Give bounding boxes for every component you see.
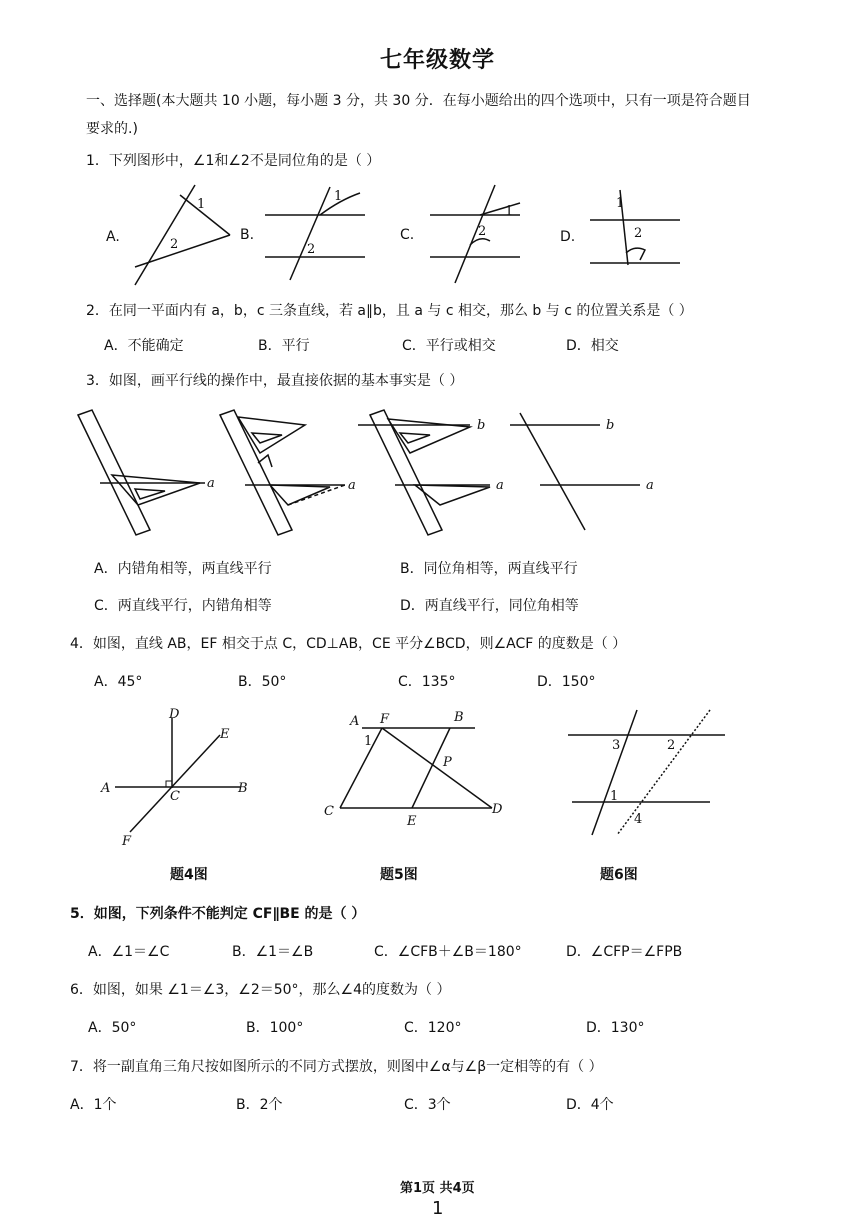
q4-option-a[interactable]: A．45° [94, 674, 143, 690]
q3-panel-4 [510, 413, 654, 530]
fig6-caption: 题6图 [600, 867, 638, 883]
q1-figure-c [430, 185, 520, 283]
svg-text:C: C [324, 804, 334, 819]
q5-stem: 5．如图，下列条件不能判定 CF∥BE 的是（ ） [70, 906, 366, 922]
q6-option-a[interactable]: A．50° [88, 1020, 137, 1036]
q1-stem: 1．下列图形中，∠1和∠2不是同位角的是（ ） [86, 153, 381, 169]
svg-text:E: E [220, 727, 230, 742]
q4-option-c[interactable]: C．135° [398, 674, 456, 690]
q4-stem: 4．如图，直线 AB，EF 相交于点 C，CD⊥AB，CE 平分∠BCD，则∠ACF 的度数是（ ） [70, 636, 627, 652]
svg-text:P: P [443, 755, 452, 770]
q7-stem: 7．将一副直角三角尺按如图所示的不同方式摆放，则图中∠α与∠β一定相等的有（ ） [70, 1059, 603, 1075]
q7-option-c[interactable]: C．3个 [404, 1097, 451, 1113]
q1-figures [0, 175, 867, 295]
page-number: 1 [432, 1198, 444, 1219]
svg-text:1: 1 [364, 734, 373, 749]
q4-option-b[interactable]: B．50° [238, 674, 287, 690]
fig6 [560, 705, 740, 845]
section-heading-cont: 要求的.) [86, 121, 138, 137]
q3-stem: 3．如图，画平行线的操作中，最直接依据的基本事实是（ ） [86, 373, 464, 389]
fig5 [320, 705, 520, 835]
q3-panel-2 [220, 410, 356, 535]
svg-text:B: B [238, 781, 248, 796]
svg-text:3: 3 [612, 738, 621, 753]
svg-text:E: E [407, 814, 417, 829]
q4-option-d[interactable]: D．150° [537, 674, 596, 690]
svg-text:2: 2 [307, 242, 316, 257]
svg-text:2: 2 [170, 237, 179, 252]
q1-option-b[interactable]: B. [240, 227, 255, 243]
page-footer: 第1页 共4页 [400, 1181, 475, 1196]
q1-figure-b [265, 187, 365, 280]
svg-text:1: 1 [334, 189, 343, 204]
svg-text:2: 2 [634, 226, 643, 241]
fig4-caption: 题4图 [170, 867, 208, 883]
q7-option-a[interactable]: A．1个 [70, 1097, 117, 1113]
fig5-caption: 题5图 [380, 867, 418, 883]
svg-text:2: 2 [478, 224, 487, 239]
svg-text:b: b [606, 418, 615, 433]
svg-text:4: 4 [634, 812, 643, 827]
svg-text:1: 1 [616, 196, 625, 211]
svg-text:1: 1 [610, 789, 619, 804]
svg-text:C: C [170, 789, 180, 804]
q1-option-c[interactable]: C. [400, 227, 415, 243]
q3-figures [0, 405, 867, 545]
q3-option-c[interactable]: C．两直线平行，内错角相等 [94, 598, 272, 614]
q5-option-d[interactable]: D．∠CFP＝∠FPB [566, 944, 683, 960]
svg-text:F: F [380, 712, 390, 727]
page-title: 七年级数学 [380, 48, 496, 73]
q2-option-a[interactable]: A．不能确定 [104, 338, 184, 354]
q2-stem: 2．在同一平面内有 a，b，c 三条直线，若 a∥b，且 a 与 c 相交，那么 b 与 c 的位置关系是（ ） [86, 303, 693, 319]
q5-option-b[interactable]: B．∠1＝∠B [232, 944, 314, 960]
q1-figure-d [590, 190, 680, 265]
q3-option-a[interactable]: A．内错角相等，两直线平行 [94, 561, 272, 577]
svg-text:1: 1 [505, 204, 514, 219]
svg-text:F: F [122, 834, 132, 849]
q2-option-d[interactable]: D．相交 [566, 338, 619, 354]
q3-panel-1 [78, 410, 215, 535]
q2-option-c[interactable]: C．平行或相交 [402, 338, 496, 354]
svg-text:D: D [169, 707, 180, 722]
q3-option-b[interactable]: B．同位角相等，两直线平行 [400, 561, 578, 577]
svg-text:a: a [207, 476, 215, 491]
fig4 [90, 700, 270, 860]
q3-panel-3 [358, 410, 504, 535]
q6-stem: 6．如图，如果 ∠1＝∠3，∠2＝50°，那么∠4的度数为（ ） [70, 982, 451, 998]
section-heading: 一、选择题(本大题共 10 小题，每小题 3 分，共 30 分．在每小题给出的四个选项中，只有一项是符合题目 [86, 93, 751, 109]
svg-text:A: A [350, 714, 360, 729]
svg-text:D: D [492, 802, 503, 817]
q6-option-b[interactable]: B．100° [246, 1020, 304, 1036]
svg-text:a: a [646, 478, 654, 493]
q6-option-d[interactable]: D．130° [586, 1020, 645, 1036]
q5-option-a[interactable]: A．∠1＝∠C [88, 944, 170, 960]
svg-text:a: a [348, 478, 356, 493]
svg-text:b: b [477, 418, 486, 433]
q6-option-c[interactable]: C．120° [404, 1020, 462, 1036]
q5-option-c[interactable]: C．∠CFB＋∠B＝180° [374, 944, 522, 960]
svg-text:1: 1 [197, 197, 206, 212]
svg-text:A: A [101, 781, 111, 796]
q2-option-b[interactable]: B．平行 [258, 338, 310, 354]
q1-figure-a [135, 185, 230, 285]
q7-option-b[interactable]: B．2个 [236, 1097, 283, 1113]
q1-option-d[interactable]: D. [560, 229, 576, 245]
svg-text:B: B [454, 710, 464, 725]
q1-option-a[interactable]: A. [106, 229, 120, 245]
svg-text:a: a [496, 478, 504, 493]
q3-option-d[interactable]: D．两直线平行，同位角相等 [400, 598, 579, 614]
q7-option-d[interactable]: D．4个 [566, 1097, 614, 1113]
svg-text:2: 2 [667, 738, 676, 753]
